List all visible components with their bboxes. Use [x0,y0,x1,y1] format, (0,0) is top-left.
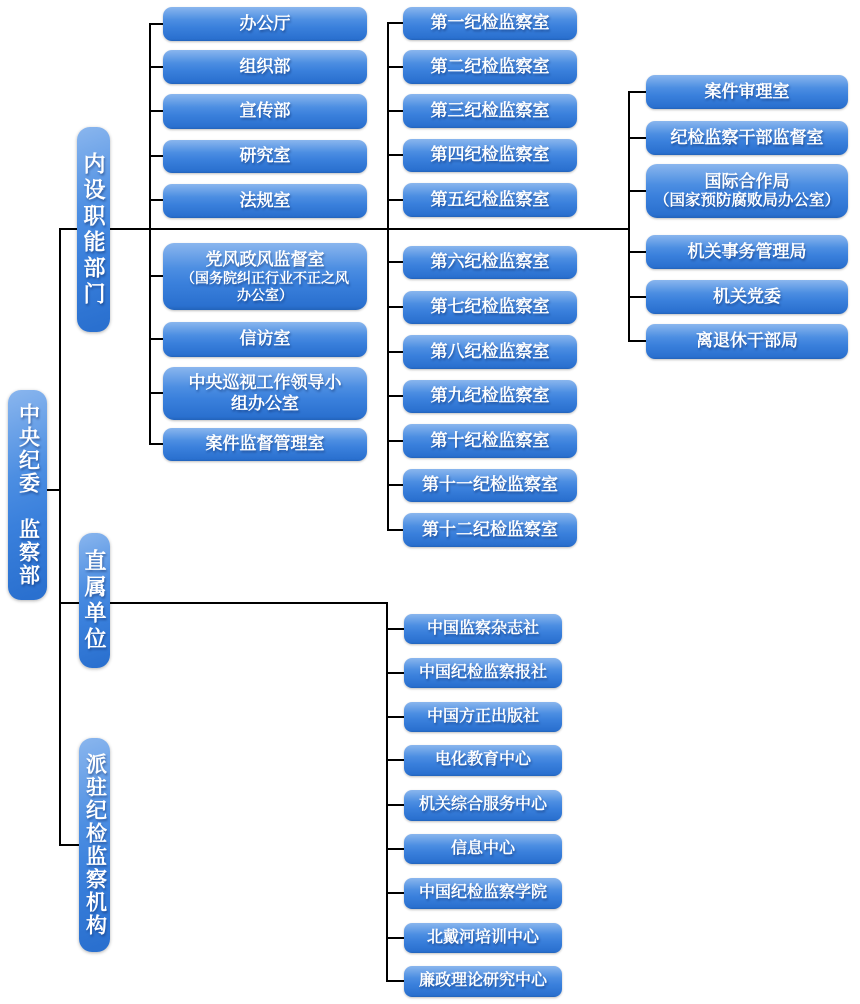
branch-direct-units [79,533,110,668]
connector-line [149,66,163,68]
connector-line [387,484,403,486]
connector-line [149,275,163,277]
connector-line [149,392,163,394]
node-discipline-inspection-office-9: 第九纪检监察室 [403,380,577,413]
node-discipline-inspection-academy: 中国纪检监察学院 [404,878,562,909]
node-label: 中央纪委 监察部 [16,403,40,587]
node-letters-and-visits-office: 信访室 [163,322,367,357]
node-discipline-inspection-office-11: 第十一纪检监察室 [403,469,577,502]
node-international-cooperation-bureau: 国际合作局 （国家预防腐败局办公室） [646,164,848,218]
connector-units-rail [386,602,388,982]
node-root-ccdi-ministry-of-supervision [8,390,47,600]
connector-root-tick [46,489,61,491]
branch-dispatched-agencies [79,738,110,952]
connector-line [628,91,646,93]
node-audiovisual-education-center: 电化教育中心 [404,745,562,776]
connector-line [386,716,404,718]
connector-line [386,892,404,894]
node-cadre-supervision-office: 纪检监察干部监督室 [646,121,848,155]
connector-line [628,190,646,192]
connector-line [386,980,404,982]
node-fangzheng-press: 中国方正出版社 [404,702,562,732]
connector-line [386,804,404,806]
node-clean-governance-research-center: 廉政理论研究中心 [404,966,562,997]
connector-line [628,137,646,139]
connector-line [149,110,163,112]
connector-line [149,155,163,157]
connector-line [387,395,403,397]
connector-line [387,110,403,112]
connector-line [387,66,403,68]
node-retired-cadres-bureau: 离退休干部局 [646,324,848,359]
connector-line [149,338,163,340]
connector-branch-internal [59,228,630,230]
node-discipline-inspection-office-4: 第四纪检监察室 [403,139,577,172]
connector-line [386,759,404,761]
node-discipline-inspection-office-12: 第十二纪检监察室 [403,513,577,547]
connector-branch-dispatched [59,844,80,846]
connector-line [628,251,646,253]
connector-line [387,22,403,24]
node-regulations-office: 法规室 [163,184,367,218]
connector-line [387,529,403,531]
connector-line [387,261,403,263]
connector-line [628,340,646,342]
connector-line [387,199,403,201]
connector-line [387,440,403,442]
connector-bureaus-rail [628,91,630,342]
connector-trunk [59,228,61,846]
node-label: 内设职能部门 [81,151,106,308]
node-information-center: 信息中心 [404,834,562,864]
connector-line [628,296,646,298]
node-party-conduct-supervision-office: 党风政风监督室 （国务院纠正行业不正之风办公室） [163,243,367,310]
node-case-hearing-office: 案件审理室 [646,75,848,109]
node-case-supervision-management-office: 案件监督管理室 [163,428,367,461]
connector-line [386,848,404,850]
node-discipline-inspection-office-5: 第五纪检监察室 [403,183,577,217]
node-organization-dept: 组织部 [163,50,367,84]
connector-line [386,628,404,630]
node-discipline-inspection-office-8: 第八纪检监察室 [403,335,577,369]
connector-line [149,199,163,201]
node-discipline-inspection-office-7: 第七纪检监察室 [403,291,577,324]
connector-line [149,443,163,445]
connector-offices-rail [387,22,389,531]
connector-line [387,306,403,308]
node-discipline-inspection-office-2: 第二纪检监察室 [403,50,577,84]
connector-line [387,154,403,156]
node-central-inspection-leading-group-office: 中央巡视工作领导小组办公室 [163,367,367,420]
node-discipline-inspection-office-6: 第六纪检监察室 [403,246,577,279]
connector-line [387,351,403,353]
node-beidaihe-training-center: 北戴河培训中心 [404,923,562,953]
connector-line [149,23,163,25]
node-label: 直属单位 [82,548,107,653]
branch-internal-departments [77,127,110,332]
connector-depts-rail [149,23,151,445]
node-agency-party-committee: 机关党委 [646,280,848,314]
node-comprehensive-service-center: 机关综合服务中心 [404,790,562,821]
connector-line [386,937,404,939]
connector-line [386,672,404,674]
node-discipline-inspection-office-3: 第三纪检监察室 [403,94,577,128]
node-china-supervision-magazine: 中国监察杂志社 [404,614,562,644]
node-discipline-inspection-office-1: 第一纪检监察室 [403,7,577,40]
node-agency-affairs-bureau: 机关事务管理局 [646,235,848,269]
node-label: 派驻纪检监察机构 [83,753,107,937]
node-discipline-inspection-office-10: 第十纪检监察室 [403,424,577,458]
node-discipline-inspection-newspaper: 中国纪检监察报社 [404,658,562,688]
node-research-office: 研究室 [163,140,367,173]
node-propaganda-dept: 宣传部 [163,94,367,129]
node-general-office: 办公厅 [163,7,367,41]
